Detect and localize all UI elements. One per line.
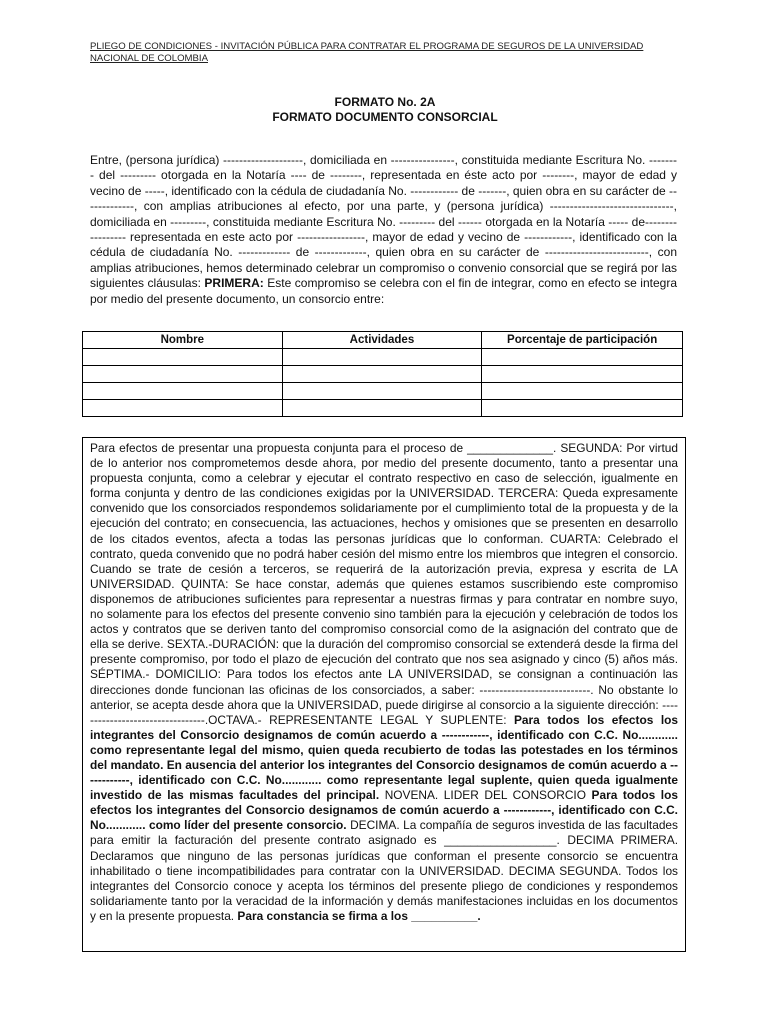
intro-paragraph bbox=[90, 153, 677, 307]
clauses-text-2: NOVENA. LIDER DEL CONSORCIO bbox=[379, 788, 592, 803]
clause-octava-bold: Para todos los efectos los integrantes del Consorcio designamos de común acuerdo a ------------, identificado con C.C. No............ como representante legal del mismo, quien queda recubierto de todas las potestades en los términos del mandato. En ausencia del anterior los integrantes del Consorcio designamos de común acuerdo a ------------, identificado con C.C. No............ como representante legal suplente, quien queda igualmente investido de las mismas facultades del principal. bbox=[90, 712, 679, 803]
format-subtitle: FORMATO DOCUMENTO CONSORCIAL bbox=[272, 110, 498, 124]
col-header-actividades: Actividades bbox=[282, 332, 482, 349]
table-cell bbox=[282, 366, 482, 383]
table-cell bbox=[482, 383, 683, 400]
table-cell bbox=[83, 383, 283, 400]
format-title: FORMATO No. 2A bbox=[334, 95, 436, 109]
clause-novena-bold: Para todos los efectos los integrantes del Consorcio designamos de común acuerdo a ------------, identificado con C.C. No............ como líder del presente consorcio. bbox=[90, 788, 678, 833]
table-cell bbox=[282, 400, 482, 417]
table-cell bbox=[482, 366, 683, 383]
table-cell bbox=[482, 349, 683, 366]
table-cell bbox=[282, 349, 482, 366]
document-header: PLIEGO DE CONDICIONES - INVITACIÓN PÚBLICA PARA CONTRATAR EL PROGRAMA DE SEGUROS DE LA UNIVERSIDAD NACIONAL DE COLOMBIA bbox=[90, 41, 644, 64]
intro-text-2: Este compromiso se celebra con el fin de integrar, como en efecto se integra por medio del presente documento, un consorcio entre: bbox=[90, 276, 678, 306]
table-cell bbox=[83, 349, 283, 366]
clauses-box bbox=[82, 437, 686, 952]
col-header-nombre: Nombre bbox=[83, 332, 283, 349]
col-header-porcentaje: Porcentaje de participación bbox=[482, 332, 683, 349]
clauses-text-1: Para efectos de presentar una propuesta conjunta para el proceso de _____________. SEGUNDA: Por virtud de lo anterior nos comprometemos desde ahora, por medio del presente documento, tanto a presentar una propuesta conjunta, como a celebrar y ejecutar el contrato respectivo en caso de selección, igualmente en forma conjunta y dentro de las condiciones exigidas por la UNIVERSIDAD. TERCERA: Queda expresamente convenido que los consorciados respondemos solidariamente por el cumplimiento total de la propuesta y de la ejecución del contrato; en consecuencia, las actuaciones, hechos y omisiones que se presenten en desarrollo de los citados eventos, afecta a todas las personas jurídicas que lo conforman. CUARTA: Celebrado el contrato, queda convenido que no podrá haber cesión del mismo entre los miembros que integren el consorcio. Cuando se trate de cesión a terceros, se requerirá de la autorización previa, expresa y escrita de LA UNIVERSIDAD. QUINTA: Se hace constar, además que quienes estamos suscribiendo este compromiso disponemos de atribuciones suficientes para representar a nuestras firmas y para contratar en nombre suyo, no solamente para los efectos del presente convenio sino también para la ejecución y celebración de todos los actos y contratos que se deriven tanto del compromiso consorcial como de la asignación del contrato que de ella se derive. SEXTA.-DURACIÓN: que la duración del compromiso consorcial se extenderá desde la firma del presente compromiso, por todo el plazo de ejecución del contrato que nos sea asignado y cinco (5) años más. SÉPTIMA.- DOMICILIO: Para todos los efectos ante LA UNIVERSIDAD, se consignan a continuación las direcciones donde funcionan las oficinas de los consorciados, a saber: ----------------------------. No obstante lo anterior, se acepta desde ahora que la UNIVERSIDAD, puede dirigirse al consorcio a la siguiente dirección: ---------------------------------.OCTAVA.- REPRESENTANTE LEGAL Y SUPLENTE: bbox=[90, 441, 678, 727]
primera-label: PRIMERA: bbox=[204, 276, 264, 291]
intro-text: Entre, (persona jurídica) --------------------, domiciliada en ----------------, constituida mediante Escritura No. -------- del --------- otorgada en la Notaría ---- de --------, representada en éste acto por --------, mayor de edad y vecino de -----, identificado con la cédula de ciudadanía No. ------------ de -------, quien obra en su carácter de -------------, con amplias atribuciones al efecto, por una parte, y (persona jurídica) -------------------------------, domiciliada en ---------, constituida mediante Escritura No. --------- del ------ otorgada en la Notaría ----- de----------------- representada en este acto por -----------------, mayor de edad y vecino de ------------, identificado con la cédula de ciudadanía No. ------------- de -------------, quien obra en su carácter de --------------------------, con amplias atribuciones, hemos determinado celebrar un compromiso o convenio consorcial que se regirá por las siguientes cláusulas: bbox=[90, 153, 677, 291]
table-row bbox=[83, 383, 683, 400]
table-header-row bbox=[83, 332, 683, 349]
participation-table bbox=[82, 331, 683, 417]
table-row bbox=[83, 349, 683, 366]
table-cell bbox=[482, 400, 683, 417]
table-cell bbox=[282, 383, 482, 400]
table-cell bbox=[83, 400, 283, 417]
clauses-text-3: DECIMA. La compañía de seguros investida de las facultades para emitir la facturación del presente contrato asignado es _________________. DECIMA PRIMERA. Declaramos que ninguno de las personas jurídicas que conforman el presente consorcio se encuentra inhabilitado o tiene incompatibilidades para contratar con la UNIVERSIDAD. DECIMA SEGUNDA. Todos los integrantes del Consorcio conoce y acepta los términos del presente pliego de condiciones y respondemos solidariamente tanto por la veracidad de la información y demás manifestaciones incluidas en los documentos y en la presente propuesta. bbox=[90, 818, 678, 923]
signature-line: Para constancia se firma a los __________. bbox=[237, 908, 481, 923]
table-cell bbox=[83, 366, 283, 383]
title-block bbox=[0, 95, 770, 125]
table-row bbox=[83, 366, 683, 383]
table-row bbox=[83, 400, 683, 417]
